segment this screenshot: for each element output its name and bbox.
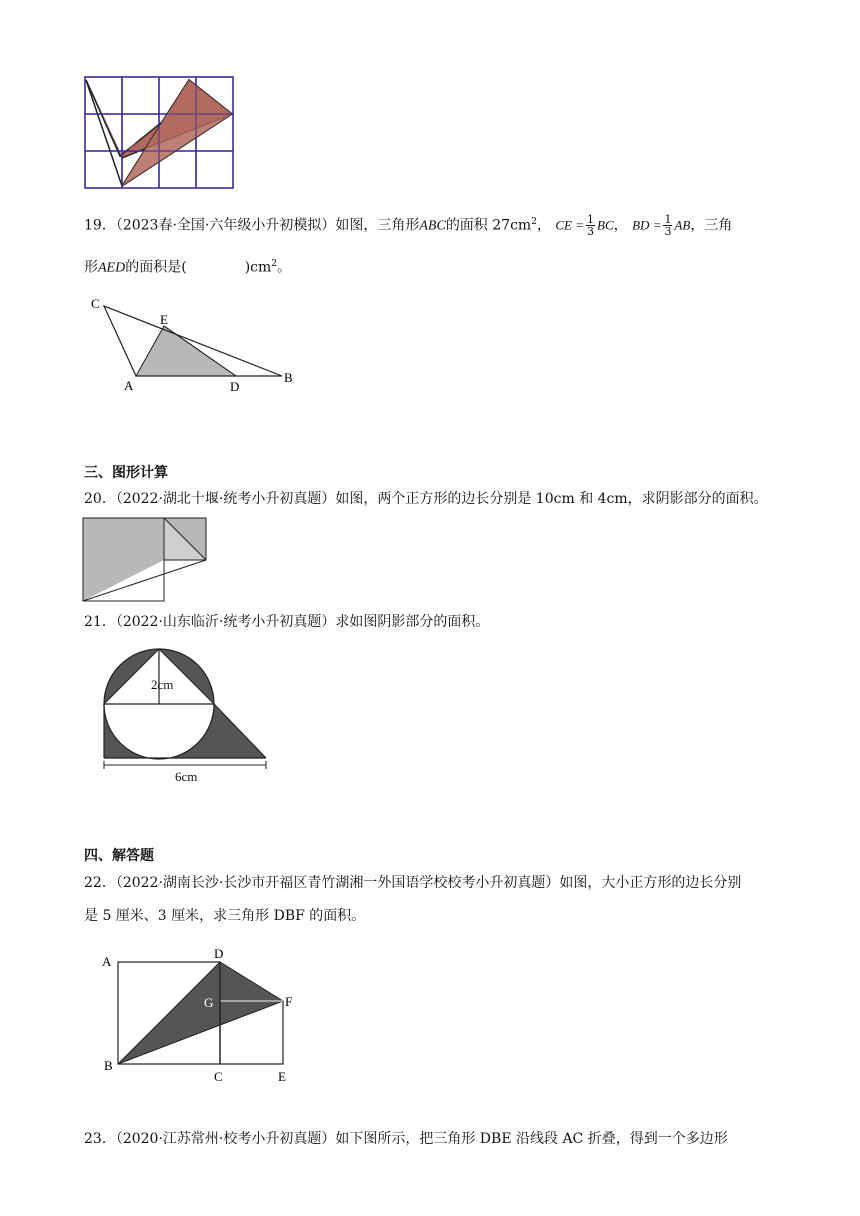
- q19-bd-den: 3: [664, 225, 672, 239]
- q23-number: 23．: [84, 1131, 116, 1147]
- q22-squares-figure: [100, 944, 300, 1086]
- label-a: A: [124, 378, 134, 393]
- q22-text-a: 如图，大小正方形的边长分别: [559, 875, 742, 891]
- q19-line2-sup: 2: [271, 259, 277, 269]
- q19-line2-b: 的面积是(: [125, 259, 187, 276]
- q19-comma: ，: [536, 217, 551, 234]
- q23-text: 如下图所示，把三角形 DBE 沿线段 AC 折叠，得到一个多边形: [335, 1131, 728, 1147]
- label-a: A: [102, 954, 112, 969]
- q19-ce-rhs: BC: [597, 217, 614, 233]
- q19-sep: ，: [613, 217, 628, 234]
- q19-bd-lhs: BD =: [632, 217, 662, 233]
- q22-number: 22．: [84, 875, 116, 891]
- shaded-triangle-dbf: [118, 962, 283, 1064]
- label-6cm: 6cm: [175, 769, 198, 784]
- q19-bd-rhs: AB: [674, 217, 691, 233]
- label-f: F: [285, 994, 293, 1009]
- q23-source: （2020·江苏常州·校考小升初真题）: [115, 1131, 336, 1147]
- q20-number: 20．: [84, 491, 116, 507]
- label-d: D: [214, 946, 224, 961]
- q21-circle-figure: [100, 640, 272, 786]
- label-e: E: [160, 312, 168, 327]
- label-g: G: [204, 995, 214, 1010]
- q20-line: [84, 489, 768, 509]
- q19-tail: ，三角: [690, 217, 733, 234]
- q22-source: （2022·湖南长沙·长沙市开福区青竹湖湘一外国语学校校考小升初真题）: [115, 875, 560, 891]
- shaded-triangle-aed: [136, 326, 236, 376]
- q19-source: （2023春·全国·六年级小升初模拟）: [115, 217, 336, 234]
- label-2cm: 2cm: [151, 677, 174, 692]
- q19-bd-fraction: [663, 214, 672, 237]
- q20-text: 如图，两个正方形的边长分别是 10cm 和 4cm，求阴影部分的面积。: [335, 491, 768, 507]
- q19-sup: 2: [531, 217, 537, 227]
- q19-text-b: 的面积 27cm: [445, 217, 532, 234]
- q19-line2: [84, 254, 291, 279]
- q19-line2-a: 形: [84, 259, 98, 276]
- q19-abc: ABC: [419, 218, 446, 234]
- q19-ce-den: 3: [587, 225, 595, 239]
- q19-ce-fraction: [586, 214, 595, 237]
- grid-figure: [84, 76, 236, 190]
- label-d: D: [230, 379, 240, 394]
- label-c: C: [214, 1069, 223, 1084]
- q19-number: 19．: [84, 217, 116, 234]
- q21-text: 求如图阴影部分的面积。: [335, 614, 490, 630]
- q19-bd-num: 1: [664, 213, 672, 227]
- q20-squares-figure: [82, 517, 210, 603]
- q19-triangle-figure: [84, 292, 304, 396]
- q20-source: （2022·湖北十堰·统考小升初真题）: [115, 491, 336, 507]
- label-c: C: [91, 296, 100, 311]
- q21-line: [84, 612, 489, 632]
- section-3-title: 三、图形计算: [84, 465, 168, 481]
- q19-text-a: 如图，三角形: [335, 217, 420, 234]
- q21-source: （2022·山东临沂·统考小升初真题）: [115, 614, 336, 630]
- label-b: B: [104, 1058, 113, 1073]
- q19-line2-c: )cm: [244, 259, 272, 276]
- section-4-title: 四、解答题: [84, 848, 154, 864]
- q19-line2-end: 。: [277, 259, 291, 276]
- label-e: E: [278, 1069, 286, 1084]
- q19-ce-num: 1: [587, 213, 595, 227]
- q19-ce-lhs: CE =: [555, 217, 585, 233]
- label-b: B: [284, 370, 293, 385]
- q22-line2: 是 5 厘米、3 厘米，求三角形 DBF 的面积。: [84, 908, 366, 924]
- q19-aed: AED: [98, 260, 126, 276]
- q22-line1: [84, 873, 741, 893]
- q19-line1: [84, 212, 732, 237]
- q21-number: 21．: [84, 614, 116, 630]
- q23-line: [84, 1129, 728, 1149]
